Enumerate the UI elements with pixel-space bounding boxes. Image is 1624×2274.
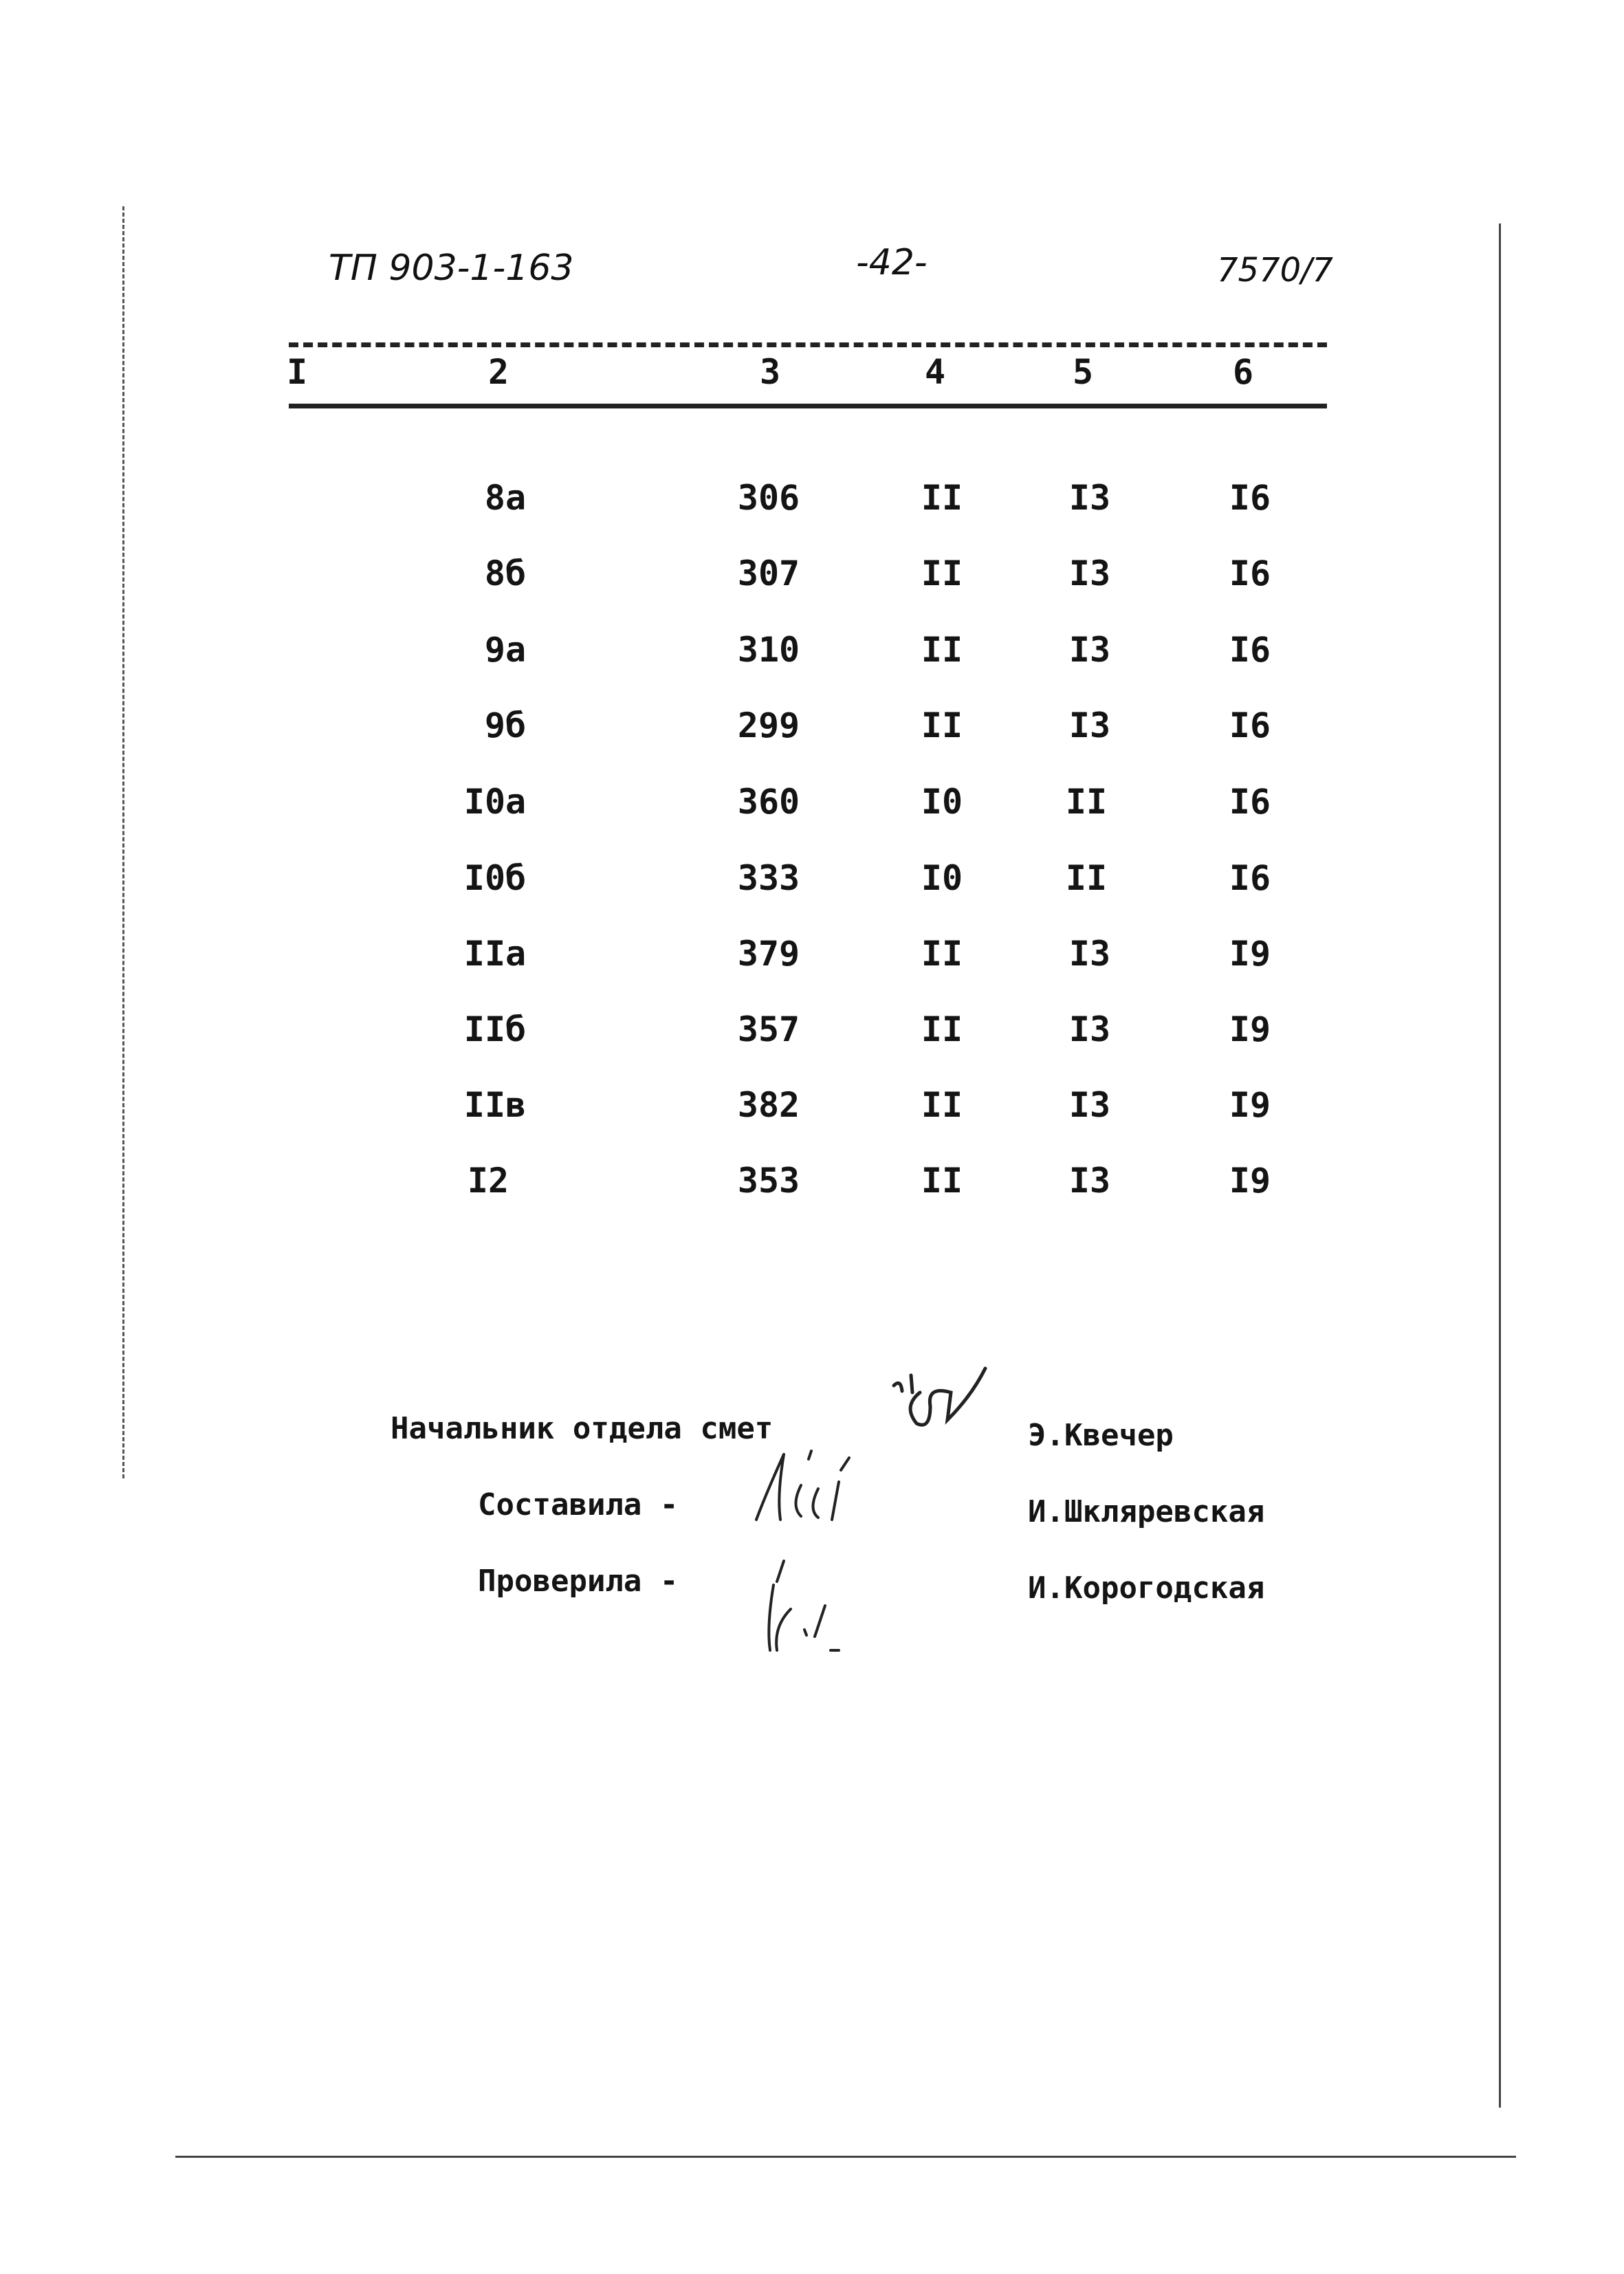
table-cell: I3 xyxy=(1068,630,1111,670)
table-cell: II xyxy=(921,1085,963,1125)
signature-role-head: Начальник отдела смет xyxy=(391,1411,773,1446)
table-cell: 299 xyxy=(737,706,800,745)
table-cell: 333 xyxy=(737,858,800,898)
column-header-4: 4 xyxy=(924,352,946,392)
table-cell: 382 xyxy=(737,1085,800,1125)
table-cell: I6 xyxy=(1229,554,1271,593)
table-cell: 353 xyxy=(737,1161,800,1201)
column-header-3: 3 xyxy=(759,352,781,392)
table-cell: I6 xyxy=(1229,478,1271,518)
table-cell: IIа xyxy=(463,934,527,974)
table-cell: IIб xyxy=(463,1009,527,1049)
table-cell: IIв xyxy=(463,1085,527,1125)
table-cell: I3 xyxy=(1068,1085,1111,1125)
table-cell: I6 xyxy=(1229,706,1271,745)
table-cell: 9б xyxy=(484,706,527,745)
table-top-rule xyxy=(289,342,1327,347)
table-cell: I3 xyxy=(1068,478,1111,518)
table-cell: I2 xyxy=(467,1161,509,1201)
bottom-margin-line xyxy=(175,2156,1516,2158)
table-cell: 379 xyxy=(737,934,800,974)
signature-role-compiled: Составила - xyxy=(478,1487,679,1522)
table-cell: II xyxy=(1065,858,1108,898)
table-cell: II xyxy=(1065,782,1108,822)
page-number: -42- xyxy=(856,242,928,283)
table-cell: 306 xyxy=(737,478,800,518)
table-cell: I3 xyxy=(1068,934,1111,974)
table-cell: I3 xyxy=(1068,706,1111,745)
table-cell: I0 xyxy=(921,858,963,898)
left-margin-line xyxy=(122,206,124,1478)
inventory-number: 7570/7 xyxy=(1217,251,1333,289)
table-cell: I6 xyxy=(1229,858,1271,898)
table-cell: I9 xyxy=(1229,1009,1271,1049)
signature-name-checked: И.Корогодская xyxy=(1028,1571,1265,1606)
table-cell: I9 xyxy=(1229,934,1271,974)
handwritten-signature-compiled xyxy=(736,1437,901,1540)
table-cell: I3 xyxy=(1068,554,1111,593)
table-cell: I6 xyxy=(1229,782,1271,822)
table-cell: 307 xyxy=(737,554,800,593)
table-cell: I0б xyxy=(463,858,527,898)
table-cell: I9 xyxy=(1229,1161,1271,1201)
table-cell: 360 xyxy=(737,782,800,822)
table-cell: 8б xyxy=(484,554,527,593)
table-cell: 8а xyxy=(484,478,527,518)
table-cell: II xyxy=(921,934,963,974)
table-cell: 310 xyxy=(737,630,800,670)
handwritten-signature-checked xyxy=(749,1547,859,1664)
document-code: ТП 903-1-163 xyxy=(329,248,574,289)
table-cell: 357 xyxy=(737,1009,800,1049)
table-cell: I3 xyxy=(1068,1009,1111,1049)
column-header-6: 6 xyxy=(1232,352,1254,392)
table-cell: II xyxy=(921,478,963,518)
signature-role-checked: Проверила - xyxy=(478,1564,679,1599)
table-header-rule xyxy=(289,404,1327,408)
table-cell: 9а xyxy=(484,630,527,670)
column-header-5: 5 xyxy=(1072,352,1094,392)
table-cell: I6 xyxy=(1229,630,1271,670)
table-cell: I3 xyxy=(1068,1161,1111,1201)
signature-name-compiled: И.Шкляревская xyxy=(1028,1494,1265,1529)
table-cell: I9 xyxy=(1229,1085,1271,1125)
table-cell: II xyxy=(921,630,963,670)
table-cell: I0 xyxy=(921,782,963,822)
table-cell: II xyxy=(921,1009,963,1049)
column-header-1: I xyxy=(286,352,308,392)
table-cell: II xyxy=(921,706,963,745)
signature-name-head: Э.Квечер xyxy=(1028,1418,1174,1453)
table-cell: I0а xyxy=(463,782,527,822)
table-cell: II xyxy=(921,1161,963,1201)
column-header-2: 2 xyxy=(487,352,509,392)
right-margin-line xyxy=(1499,223,1501,2108)
table-cell: II xyxy=(921,554,963,593)
